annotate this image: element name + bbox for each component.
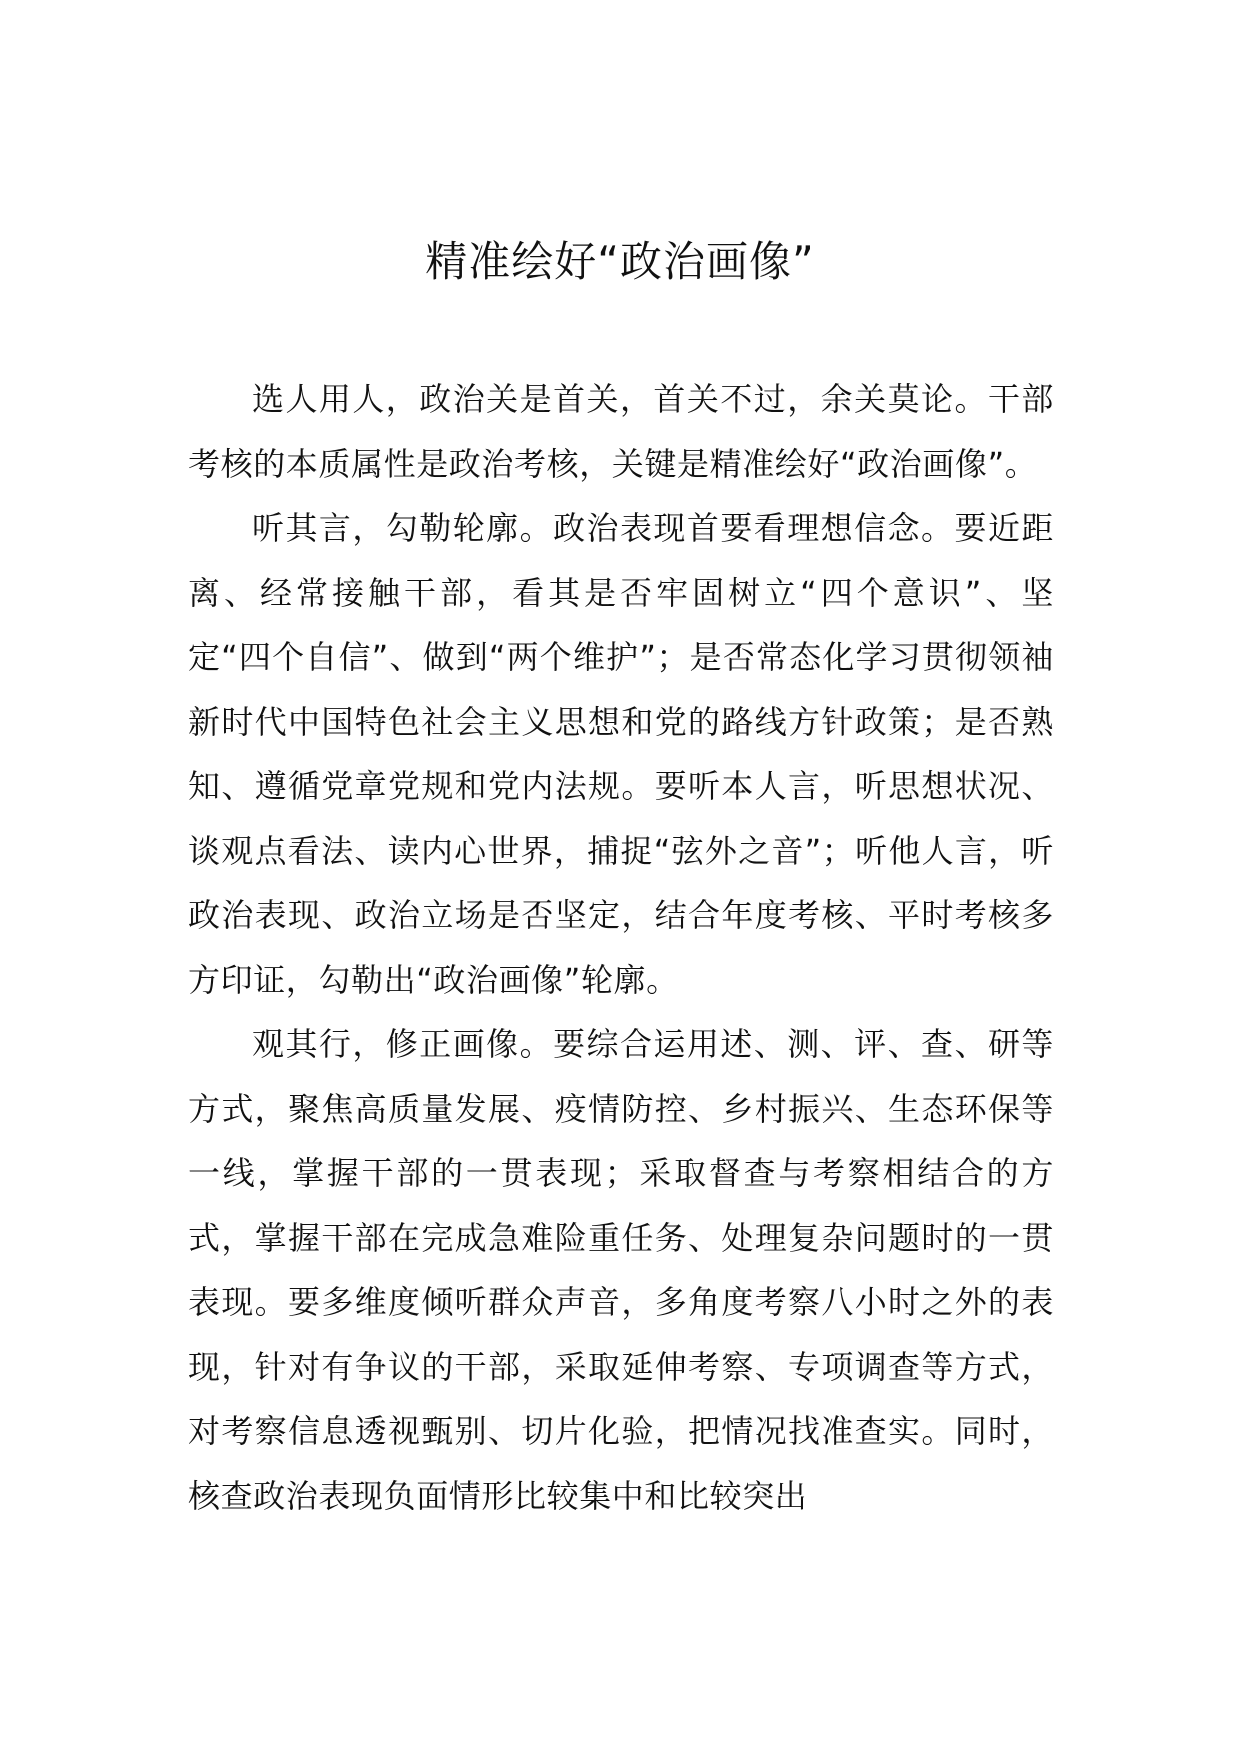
document-body	[188, 367, 1054, 1528]
document-title: 精准绘好“政治画像”	[425, 237, 815, 286]
paragraph-3: 观其行，修正画像。要综合运用述、测、评、查、研等方式，聚焦高质量发展、疫情防控、乡村振兴、生态环保等一线，掌握干部的一贯表现；采取督查与考察相结合的方式，掌握干部在完成急难险重任务、处理复杂问题时的一贯表现。要多维度倾听群众声音，多角度考察八小时之外的表现，针对有争议的干部，采取延伸考察、专项调查等方式，对考察信息透视甄别、切片化验，把情况找准查实。同时，核查政治表现负面情形比较集中和比较突出	[188, 1025, 1054, 1515]
paragraph-1: 选人用人，政治关是首关，首关不过，余关莫论。干部考核的本质属性是政治考核，关键是精准绘好“政治画像”。	[188, 380, 1054, 483]
paragraph-2: 听其言，勾勒轮廓。政治表现首要看理想信念。要近距离、经常接触干部，看其是否牢固树立“四个意识”、坚定“四个自信”、做到“两个维护”；是否常态化学习贯彻领袖新时代中国特色社会主义思想和党的路线方针政策；是否熟知、遵循党章党规和党内法规。要听本人言，听思想状况、谈观点看法、读内心世界，捕捉“弦外之音”；听他人言，听政治表现、政治立场是否坚定，结合年度考核、平时考核多方印证，勾勒出“政治画像”轮廓。	[188, 509, 1054, 999]
